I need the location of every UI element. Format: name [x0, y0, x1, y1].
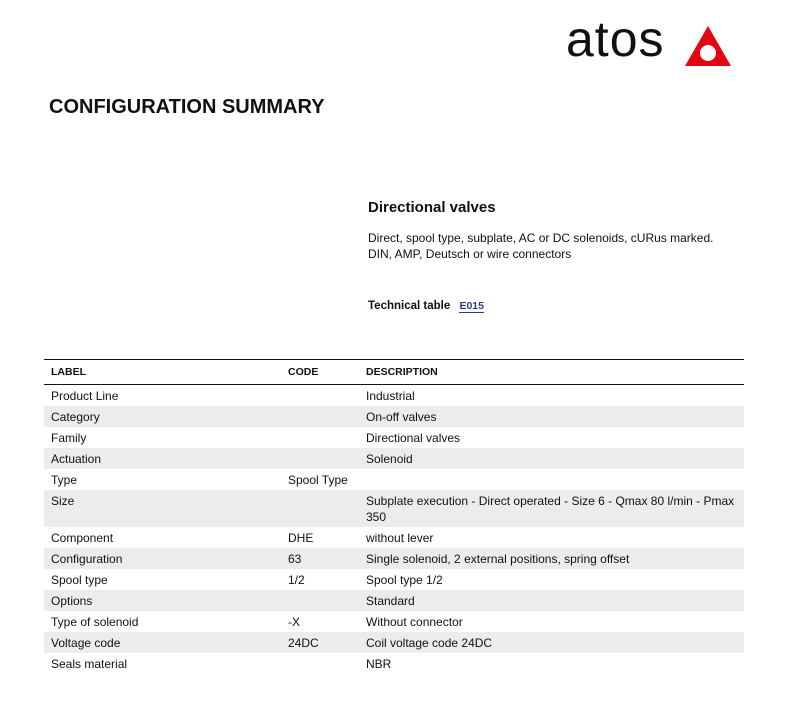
cell-label: Category [51, 410, 100, 424]
cell-description: Industrial [366, 389, 415, 403]
description-line-1: Direct, spool type, subplate, AC or DC solenoids, cURus marked. [368, 231, 714, 245]
cell-description: without lever [366, 531, 434, 545]
cell-label: Seals material [51, 657, 128, 671]
logo-triangle-icon [683, 24, 733, 68]
header-description: DESCRIPTION [366, 366, 438, 378]
cell-description: Directional valves [366, 431, 461, 445]
table-row [44, 406, 744, 427]
table-row [44, 527, 744, 548]
table-body [44, 385, 744, 674]
cell-code: DHE [288, 531, 314, 545]
cell-description: Subplate execution - Direct operated - Size 6 - Qmax 80 l/min - Pmax 350 [366, 494, 735, 524]
cell-code: 24DC [288, 636, 319, 650]
header-label: LABEL [51, 366, 86, 378]
cell-description: Spool type 1/2 [366, 573, 443, 587]
technical-table-label: Technical table [368, 300, 451, 312]
product-title: Directional valves [368, 199, 496, 216]
cell-description: On-off valves [366, 410, 437, 424]
cell-description: Without connector [366, 615, 463, 629]
product-description [368, 230, 748, 262]
cell-label: Spool type [51, 573, 108, 587]
cell-code: 63 [288, 552, 302, 566]
logo-text: atos [566, 11, 665, 67]
cell-code: 1/2 [288, 573, 305, 587]
cell-description: Single solenoid, 2 external positions, spring offset [366, 552, 630, 566]
configuration-table [44, 359, 744, 674]
page-title: CONFIGURATION SUMMARY [49, 96, 325, 118]
cell-description: Standard [366, 594, 415, 608]
table-row [44, 632, 744, 653]
cell-label: Actuation [51, 452, 102, 466]
table-row [44, 469, 744, 490]
cell-label: Configuration [51, 552, 123, 566]
cell-label: Voltage code [51, 636, 121, 650]
cell-label: Product Line [51, 389, 119, 403]
cell-label: Component [51, 531, 114, 545]
table-row [44, 490, 744, 527]
table-row [44, 653, 744, 674]
cell-label: Options [51, 594, 93, 608]
cell-description: Coil voltage code 24DC [366, 636, 493, 650]
cell-description: Solenoid [366, 452, 413, 466]
cell-code: -X [288, 615, 300, 629]
table-row [44, 611, 744, 632]
cell-label: Type [51, 473, 78, 487]
cell-label: Family [51, 431, 87, 445]
cell-description: NBR [366, 657, 392, 671]
table-header [44, 360, 744, 385]
cell-code: Spool Type [288, 473, 348, 487]
table-row [44, 385, 744, 406]
cell-label: Type of solenoid [51, 615, 139, 629]
header-code: CODE [288, 366, 319, 378]
table-row [44, 548, 744, 569]
table-row [44, 590, 744, 611]
cell-label: Size [51, 494, 75, 508]
table-row [44, 448, 744, 469]
technical-table-link[interactable]: E015 [459, 300, 484, 312]
atos-logo [566, 11, 736, 72]
description-line-2: DIN, AMP, Deutsch or wire connectors [368, 247, 572, 261]
table-row [44, 569, 744, 590]
table-row [44, 427, 744, 448]
technical-table [368, 300, 484, 312]
